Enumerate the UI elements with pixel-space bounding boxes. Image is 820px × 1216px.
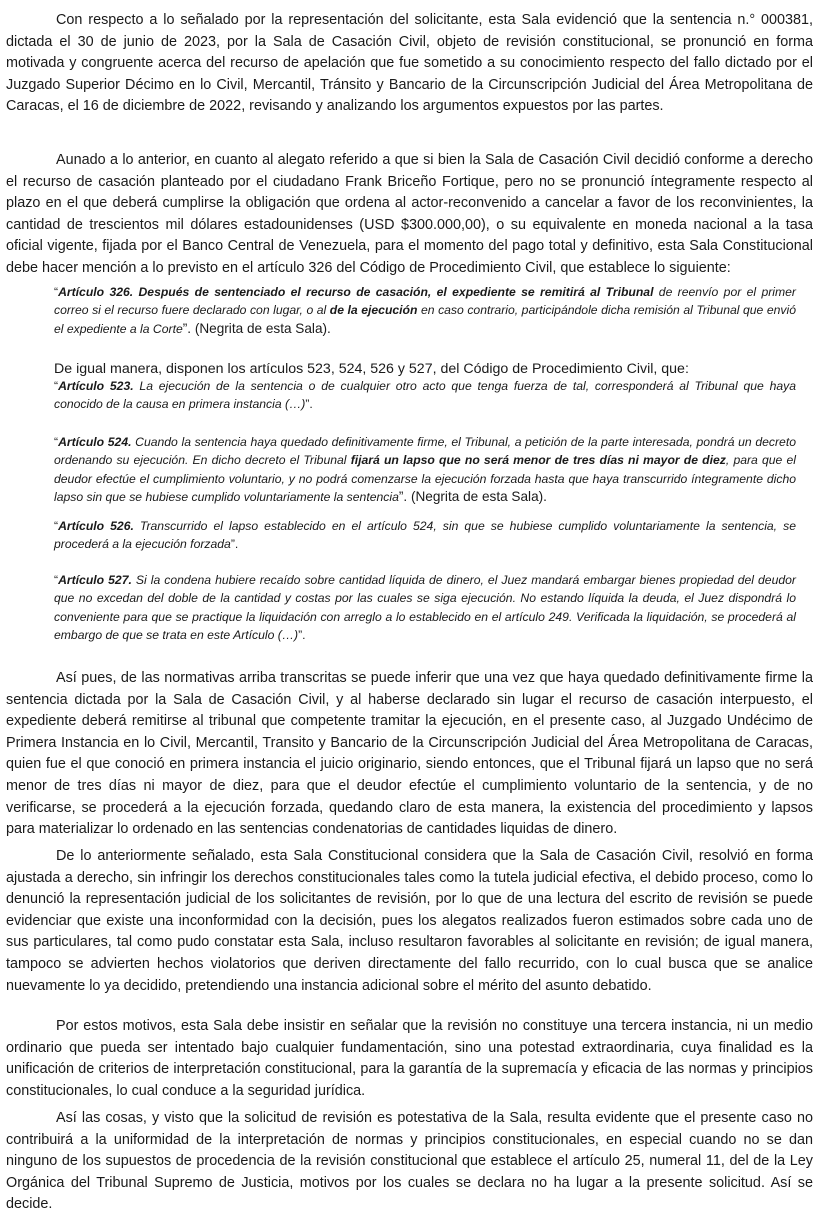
article-326-text-1: de reenvío por el primer correo si el recurso fuere declarado con lugar, o al — [54, 285, 796, 318]
quote-open-mark: “ — [54, 519, 59, 533]
article-326-bold-1: Artículo 326. Después de sentenciado el recurso de casación, el expediente se remitirá al Tribunal — [58, 285, 654, 299]
article-523-title: Artículo 523. — [58, 379, 134, 393]
article-523-closing: ”. — [305, 397, 313, 412]
article-326-bold-2: de la ejecución — [329, 303, 418, 318]
articles-intro: De igual manera, disponen los artículos 523, 524, 526 y 527, del Código de Procedimiento Civil, que: — [54, 361, 689, 377]
article-527-closing: ”. — [298, 628, 306, 643]
article-527-title: Artículo 527. — [58, 573, 132, 587]
quote-article-526 — [54, 517, 796, 554]
quote-open-mark: “ — [54, 285, 59, 299]
article-524-text-1: Cuando la sentencia haya quedado definitivamente firme, el Tribunal, a petición de la parte interesada, pondrá un decreto ordenando su ejecución. En dicho decreto el Tribunal — [54, 435, 796, 468]
article-524-bold: fijará un lapso que no será menor de tres días ni mayor de diez — [350, 453, 726, 468]
article-526-text: Transcurrido el lapso establecido en el artículo 524, sin que se hubiese cumplido voluntariamente la sentencia, se procederá a la ejecución forzada — [54, 519, 796, 552]
quote-article-524 — [54, 433, 796, 507]
quote-open-mark: “ — [54, 435, 59, 449]
quote-open-mark: “ — [54, 379, 59, 393]
quote-article-527 — [54, 571, 796, 645]
article-326-text-2: en caso contrario, participándole dicha remisión al Tribunal que envió el expediente a la Corte — [54, 303, 796, 336]
article-526-closing: ”. — [230, 537, 239, 552]
article-524-closing: ”. (Negrita de esta Sala). — [398, 489, 547, 505]
paragraph-4: De lo anteriormente señalado, esta Sala Constitucional considera que la Sala de Casación Civil, resolvió en forma ajustada a derecho, sin infringir los derechos constitucionales tales como la tutela judicial efectiva, el debido proceso, como lo denunció la representación judicial de los solicitantes de revisión, por lo que de una lectura del escrito de revisión se puede evidenciar que existe una inconformidad con la decisión, pues los alegatos realizados fueron estimados sobre cada uno de sus particulares, tal como pudo constatar esta Sala, incluso resultaron favorables al solicitante en revisión; de igual manera, tampoco se advierten hechos violatorios que deriven directamente del fallo recurrido, con lo cual busca que se analice nuevamente lo ya decidido, pretendiendo una instancia adicional sobre el mérito del asunto debatido. — [6, 848, 813, 994]
quote-article-523 — [54, 377, 796, 414]
paragraph-5: Por estos motivos, esta Sala debe insistir en señalar que la revisión no constituye una tercera instancia, ni un medio ordinario que pueda ser intentado bajo cualquier fundamentación, sino una potestad extraordinaria, cuya finalidad es la unificación de criterios de interpretación constitucional, para la garantía de la supremacía y eficacia de las normas y principios constitucionales, lo cual conduce a la seguridad jurídica. — [6, 1018, 813, 1099]
paragraph-6: Así las cosas, y visto que la solicitud de revisión es potestativa de la Sala, resulta evidente que el presente caso no contribuirá a la uniformidad de la interpretación de normas y principios constitucionales, en especial cuando no se dan ninguno de los supuestos de procedencia de la revisión constitucional que establece el artículo 25, numeral 11, del de la Ley Orgánica del Tribunal Supremo de Justicia, motivos por los cuales se declara no ha lugar a la presente solicitud. Así se decide. — [6, 1110, 813, 1213]
paragraph-1: Con respecto a lo señalado por la representación del solicitante, esta Sala evidenció que la sentencia n.° 000381, dictada el 30 de junio de 2023, por la Sala de Casación Civil, objeto de revisión constitucional, se pronunció en forma motivada y congruente acerca del recurso de apelación que fue sometido a su conocimiento respecto del fallo dictado por el Juzgado Superior Décimo en lo Civil, Mercantil, Tránsito y Bancario de la Circunscripción Judicial del Área Metropolitana de Caracas, el 16 de diciembre de 2022, revisando y analizando los argumentos expuestos por las partes. — [6, 12, 813, 115]
article-527-text: Si la condena hubiere recaído sobre cantidad líquida de dinero, el Juez mandará embargar bienes propiedad del deudor que no excedan del doble de la cantidad y costas por las cuales se siga ejecución. No estando líquida la deuda, el Juez dispondrá lo conveniente para que se practique la liquidación con arreglo a lo establecido en el artículo 249. Verificada la liquidación, se procederá al embargo de que se trata en este Artículo (…) — [54, 573, 796, 643]
quote-article-326 — [54, 283, 796, 338]
article-524-text-2: , para que el deudor efectúe el cumplimiento voluntario, y no podrá comenzarse la ejecución forzada hasta que haya transcurrido íntegramente dicho lapso sin que se hubiese cumplido voluntariamente la sentencia — [54, 453, 796, 505]
article-524-title: Artículo 524. — [58, 435, 132, 449]
quote-open-mark: “ — [54, 573, 59, 587]
paragraph-2: Aunado a lo anterior, en cuanto al alegato referido a que si bien la Sala de Casación Civil decidió conforme a derecho el recurso de casación planteado por el ciudadano Frank Briceño Fortique, pero no se pronunció íntegramente respecto al plazo en el que deberá cumplirse la obligación que ordena al actor-reconvenido a cancelar a favor de los reconvinientes, la cantidad de trescientos mil dólares estadounidenses (USD $300.000,00), o su equivalente en moneda nacional a la tasa oficial vigente, fijada por el Banco Central de Venezuela, para el momento del pago total y definitivo, esta Sala Constitucional debe hacer mención a lo previsto en el artículo 326 del Código de Procedimiento Civil, que establece lo siguiente: — [6, 152, 813, 276]
paragraph-3: Así pues, de las normativas arriba transcritas se puede inferir que una vez que haya quedado definitivamente firme la sentencia dictada por la Sala de Casación Civil, y al haberse declarado sin lugar el recurso de casación interpuesto, el expediente deberá remitirse al tribunal que competente tramitar la ejecución, en el presente caso, al Juzgado Undécimo de Primera Instancia en lo Civil, Mercantil, Transito y Bancario de la Circunscripción Judicial del Área Metropolitana de Caracas, quien fue el que conoció en primera instancia el juicio originario, siendo entonces, que el Tribunal fijará un lapso que no será menor de tres días ni mayor de diez, para que el deudor efectúe el cumplimiento voluntario de la sentencia, y de no verificarse, se procederá a la ejecución forzada, quedando claro de esta manera, la existencia del procedimiento y lapsos para materializar lo ordenado en las sentencias condenatorias de cantidades liquidas de dinero. — [6, 670, 813, 838]
article-526-title: Artículo 526. — [58, 519, 134, 533]
article-326-closing: ”. (Negrita de esta Sala). — [182, 320, 331, 336]
article-523-text: La ejecución de la sentencia o de cualquier otro acto que tenga fuerza de tal, corresponderá al Tribunal que haya conocido de la causa en primera instancia (…) — [54, 379, 797, 412]
